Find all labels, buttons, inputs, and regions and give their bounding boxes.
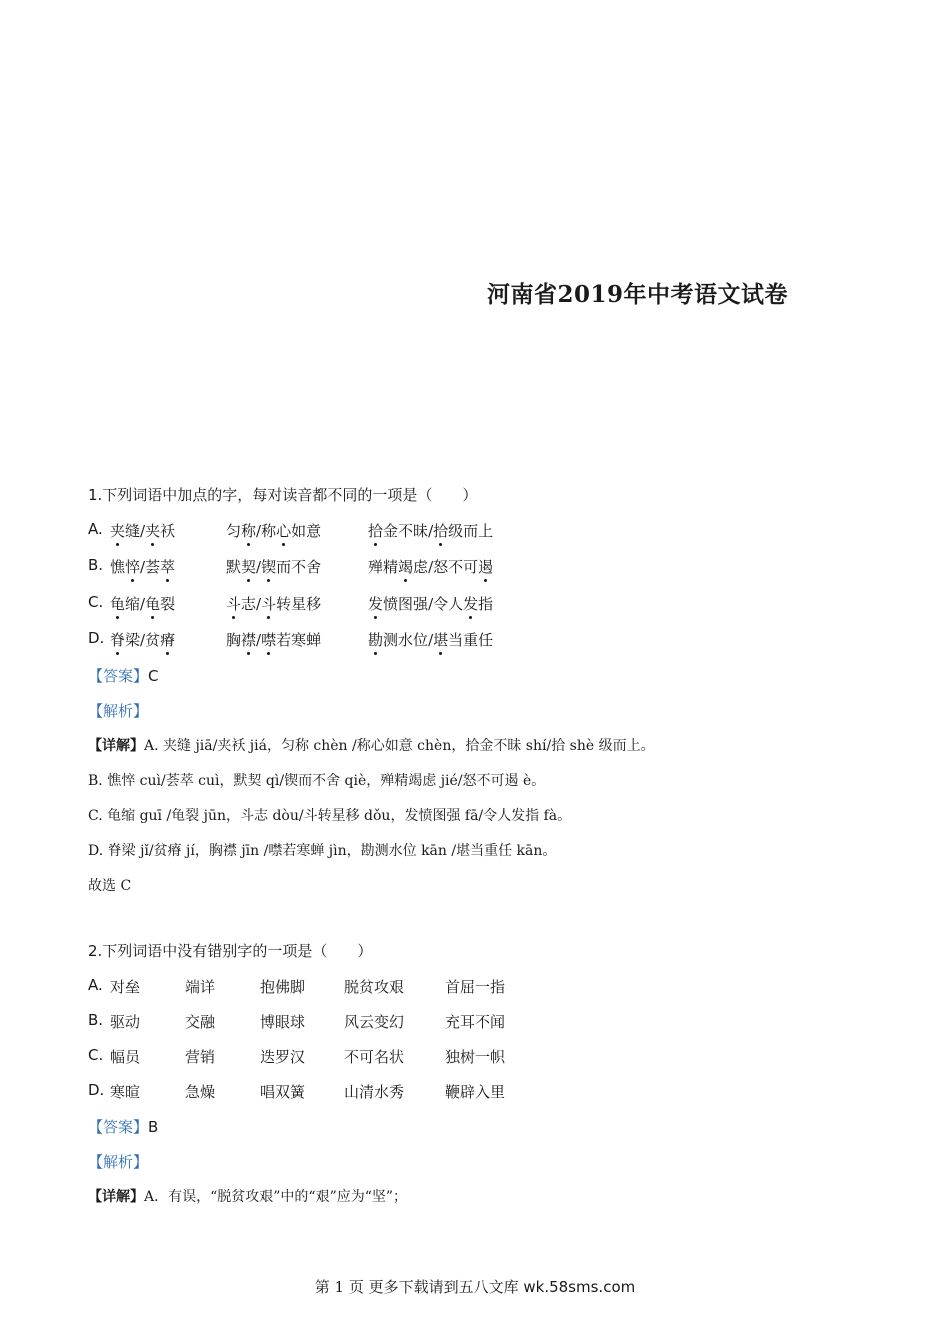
q2-stem: 2.下列词语中没有错别字的一项是（ ） [88,942,373,960]
option-word: 脱贫攻艰 [344,978,405,996]
option-word: 端详 [185,978,216,996]
q1-analysis-tag [88,700,148,721]
option-word-pair: 脊梁/贫瘠 [110,631,176,649]
footer-page-text: 第 1 页 更多下载请到五八文库 [314,1278,524,1296]
option-word: 交融 [185,1013,216,1031]
analysis-tag: 【解析】 [88,1153,149,1171]
answer-tag: 【答案】 [88,667,149,685]
emphasis-dot-char: 萃 [160,558,176,576]
q1-option-row [88,520,494,540]
emphasis-dot-char: 夹 [110,522,126,540]
q1-conclusion: 故选 C [88,878,132,894]
q1-option-row [88,593,494,613]
option-letter: B. [88,1011,104,1029]
option-word-pair: 胸襟/噤若寒蝉 [226,631,322,649]
option-word-pair: 龟缩/龟裂 [110,595,176,613]
option-word-pair: 殚精竭虑/怒不可遏 [368,558,494,576]
option-word-pair: 匀称/称心如意 [226,522,322,540]
emphasis-dot-char: 契 [241,558,257,576]
emphasis-dot-char: 堪 [433,631,449,649]
emphasis-dot-char: 拾 [433,522,449,540]
option-word: 驱动 [110,1013,141,1031]
option-word: 独树一帜 [445,1048,506,1066]
q1-detail-line-3: C. 龟缩 guī /龟裂 jūn，斗志 dòu/斗转星移 dǒu，发愤图强 fā/令人发指 fà。 [88,808,572,824]
option-word: 风云变幻 [344,1013,405,1031]
emphasis-dot-char: 悴 [125,558,141,576]
option-word: 迭罗汉 [260,1048,306,1066]
q1-option-row [88,629,494,649]
option-word: 幅员 [110,1048,141,1066]
q1-answer [88,665,159,686]
option-word: 对垒 [110,978,141,996]
option-word: 营销 [185,1048,216,1066]
option-word-pair: 发愤图强/令人发指 [368,595,494,613]
emphasis-dot-char: 勘 [368,631,384,649]
option-word: 博眼球 [260,1013,306,1031]
option-letter: D. [88,1081,105,1099]
emphasis-dot-char: 龟 [110,595,126,613]
emphasis-dot-char: 夹 [145,522,161,540]
q1-option-row [88,556,494,576]
option-word-pair: 斗志/斗转星移 [226,595,322,613]
option-letter: A. [88,520,103,538]
emphasis-dot-char: 拾 [368,522,384,540]
option-word: 不可名状 [344,1048,405,1066]
detail-tag: 【详解】 [88,738,144,754]
option-word-pair: 憔悴/荟萃 [110,558,176,576]
q1-detail-line-2: B. 憔悴 cuì/荟萃 cuì，默契 qì/锲而不舍 qiè，殚精竭虑 jié/怒不可遏 è。 [88,773,546,789]
option-word: 首屈一指 [445,978,506,996]
emphasis-dot-char: 斗 [226,595,242,613]
q2-detail-line-1 [88,1186,407,1206]
q2-option-row [88,1081,506,1101]
answer-value: C [148,667,159,685]
q2-option-row [88,976,506,996]
emphasis-dot-char: 脊 [110,631,126,649]
detail-text: A. 夹缝 jiā/夹袄 jiá，匀称 chèn /称心如意 chèn，拾金不昧 shí/拾 shè 级而上。 [144,738,655,754]
emphasis-dot-char: 心 [276,522,292,540]
footer-site-link[interactable]: wk.58sms.com [523,1278,636,1296]
option-word: 山清水秀 [344,1083,405,1101]
emphasis-dot-char: 遏 [478,558,494,576]
emphasis-dot-char: 龟 [145,595,161,613]
option-word: 寒暄 [110,1083,141,1101]
q2-option-row [88,1011,506,1031]
emphasis-dot-char: 发 [463,595,479,613]
analysis-tag: 【解析】 [88,702,149,720]
detail-tag: 【详解】 [88,1189,144,1205]
q1-detail-line-4: D. 脊梁 jǐ/贫瘠 jí，胸襟 jīn /噤若寒蝉 jìn，勘测水位 kān /堪当重任 kān。 [88,843,557,859]
answer-value: B [148,1118,159,1136]
emphasis-dot-char: 瘠 [160,631,176,649]
q2-analysis-tag [88,1151,148,1172]
option-word-pair: 默契/锲而不舍 [226,558,322,576]
emphasis-dot-char: 斗 [261,595,277,613]
emphasis-dot-char: 发 [368,595,384,613]
emphasis-dot-char: 锲 [261,558,277,576]
q2-answer [88,1116,158,1137]
option-letter: B. [88,556,104,574]
detail-text: A．有误，“脱贫攻艰”中的“艰”应为“坚”； [144,1189,408,1205]
option-letter: C. [88,593,104,611]
option-word: 鞭辟入里 [445,1083,506,1101]
option-letter: C. [88,1046,104,1064]
option-word-pair: 拾金不昧/拾级而上 [368,522,494,540]
option-letter: D. [88,629,105,647]
option-word-pair: 夹缝/夹袄 [110,522,176,540]
emphasis-dot-char: 称 [241,522,257,540]
option-word: 急燥 [185,1083,216,1101]
emphasis-dot-char: 襟 [241,631,257,649]
q1-detail-line-1 [88,735,655,755]
page-footer [0,1276,950,1297]
answer-tag: 【答案】 [88,1118,149,1136]
emphasis-dot-char: 噤 [261,631,277,649]
page-title: 河南省2019年中考语文试卷 [487,281,789,308]
option-word: 唱双簧 [260,1083,306,1101]
q1-stem: 1.下列词语中加点的字，每对读音都不同的一项是（ ） [88,486,478,504]
option-letter: A. [88,976,103,994]
option-word: 充耳不闻 [445,1013,506,1031]
option-word-pair: 勘测水位/堪当重任 [368,631,494,649]
option-word: 抱佛脚 [260,978,306,996]
q2-option-row [88,1046,506,1066]
emphasis-dot-char: 竭 [398,558,414,576]
